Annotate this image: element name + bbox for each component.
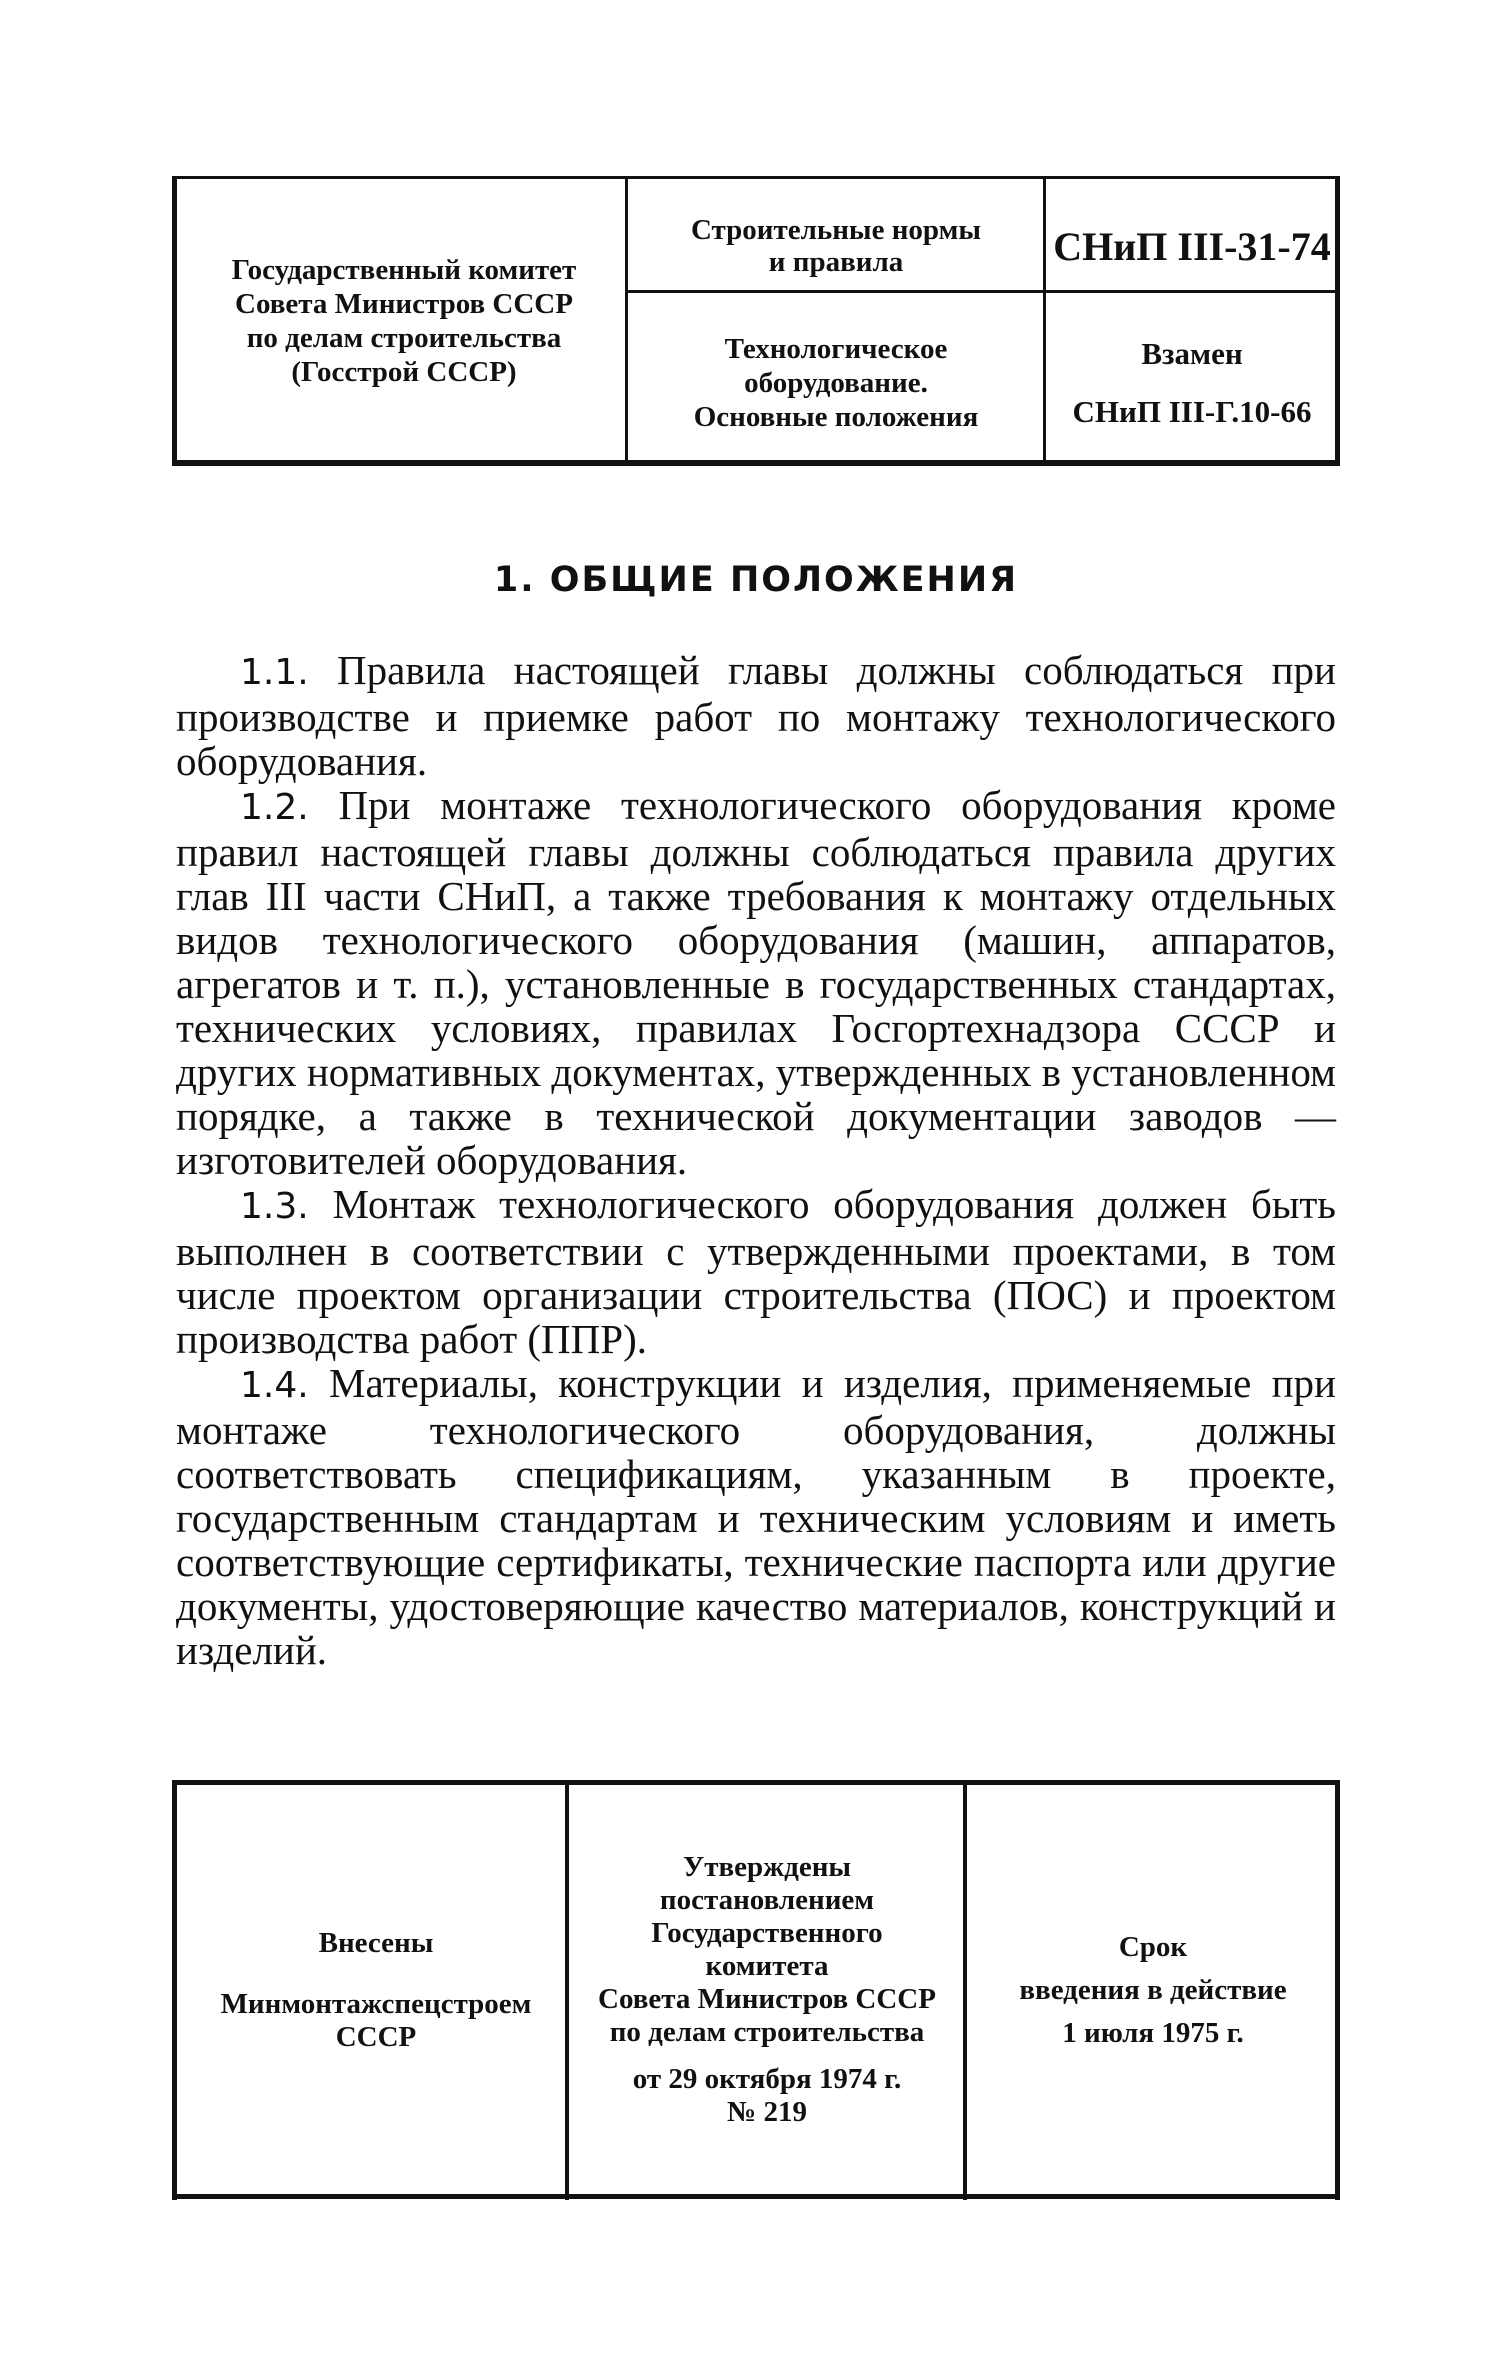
paragraph <box>176 648 1336 783</box>
approval-line: Государственного <box>651 1917 883 1949</box>
replaces-label: Взамен <box>1141 336 1243 371</box>
approval-line: комитета <box>705 1950 829 1982</box>
paragraph-number: 1.1. <box>240 652 309 693</box>
approval-line: постановлением <box>659 1884 875 1916</box>
paragraph-text: При монтаже технологического оборудования кроме правил настоящей главы должны соблюдаться правила других глав III части СНиП, а также требования к монтажу отдельных видов технологического оборудования (машин, аппаратов, агрегатов и т. п.), установленные в государственных стандартах, технических условиях, правилах Госгортехнадзора СССР и других нормативных документах, утвержденных в установленном порядке, а также в технической документации заводов — изготовителей оборудования. <box>176 782 1336 1183</box>
footer-table <box>172 1780 1340 2200</box>
document-subject <box>628 308 1044 458</box>
paragraph <box>176 1182 1336 1361</box>
org-line: Государственный комитет <box>231 254 577 286</box>
approval-line: Совета Министров СССР <box>598 1983 936 2015</box>
norms-title <box>628 186 1044 306</box>
norms-title-line: Строительные нормы <box>691 214 981 246</box>
approval-line: Утверждены <box>682 1851 852 1883</box>
approval-line: по делам строительства <box>609 2016 925 2048</box>
paragraph <box>176 1361 1336 1672</box>
section-title: 1. ОБЩИЕ ПОЛОЖЕНИЯ <box>493 560 1019 600</box>
issuing-organization <box>184 176 624 466</box>
paragraph-number: 1.2. <box>240 787 309 828</box>
document-code <box>1046 186 1338 306</box>
introduced-by-line: Минмонтажспецстроем <box>220 1987 532 2020</box>
introduced-label: Внесены <box>318 1926 434 1959</box>
code-text: СНиП III-31-74 <box>1053 223 1331 269</box>
approval-number: № 219 <box>727 2096 807 2128</box>
term-text: введения в действие <box>1019 1973 1287 2006</box>
effective-date-cell <box>968 1788 1338 2192</box>
introduced-by-cell <box>186 1788 566 2192</box>
paragraph-text: Материалы, конструкции и изделия, применяемые при монтаже технологического оборудования, должны соответствовать спецификациям, указанным в проекте, государственным стандартам и техническим условиям и иметь соответствующие сертификаты, технические паспорта или другие документы, удостоверяющие качество материалов, конструкций и изделий. <box>176 1360 1336 1673</box>
org-line: по делам строительства <box>246 322 562 354</box>
replaces-block <box>1046 308 1338 458</box>
section-body <box>176 648 1336 1672</box>
approval-date: от 29 октября 1974 г. <box>632 2063 902 2095</box>
paragraph-number: 1.4. <box>240 1365 309 1406</box>
paragraph-text: Правила настоящей главы должны соблюдаться при производстве и приемке работ по монтажу технологического оборудования. <box>176 647 1336 784</box>
term-label: Срок <box>1118 1930 1188 1963</box>
subject-line: Технологическое <box>724 333 948 365</box>
paragraph <box>176 783 1336 1182</box>
approval-cell <box>570 1788 964 2192</box>
introduced-by-line: СССР <box>335 2020 417 2053</box>
header-table <box>172 176 1340 466</box>
norms-title-line: и правила <box>768 246 904 278</box>
org-line: (Госстрой СССР) <box>291 356 517 388</box>
paragraph-text: Монтаж технологического оборудования должен быть выполнен в соответствии с утвержденными проектами, в том числе проектом организации строительства (ПОС) и проектом производства работ (ППР). <box>176 1181 1336 1362</box>
term-date: 1 июля 1975 г. <box>1062 2016 1244 2049</box>
paragraph-number: 1.3. <box>240 1186 309 1227</box>
org-line: Совета Министров СССР <box>235 288 573 320</box>
subject-line: оборудование. <box>744 367 928 399</box>
replaces-code: СНиП III-Г.10-66 <box>1072 394 1312 429</box>
subject-line: Основные положения <box>693 401 979 433</box>
